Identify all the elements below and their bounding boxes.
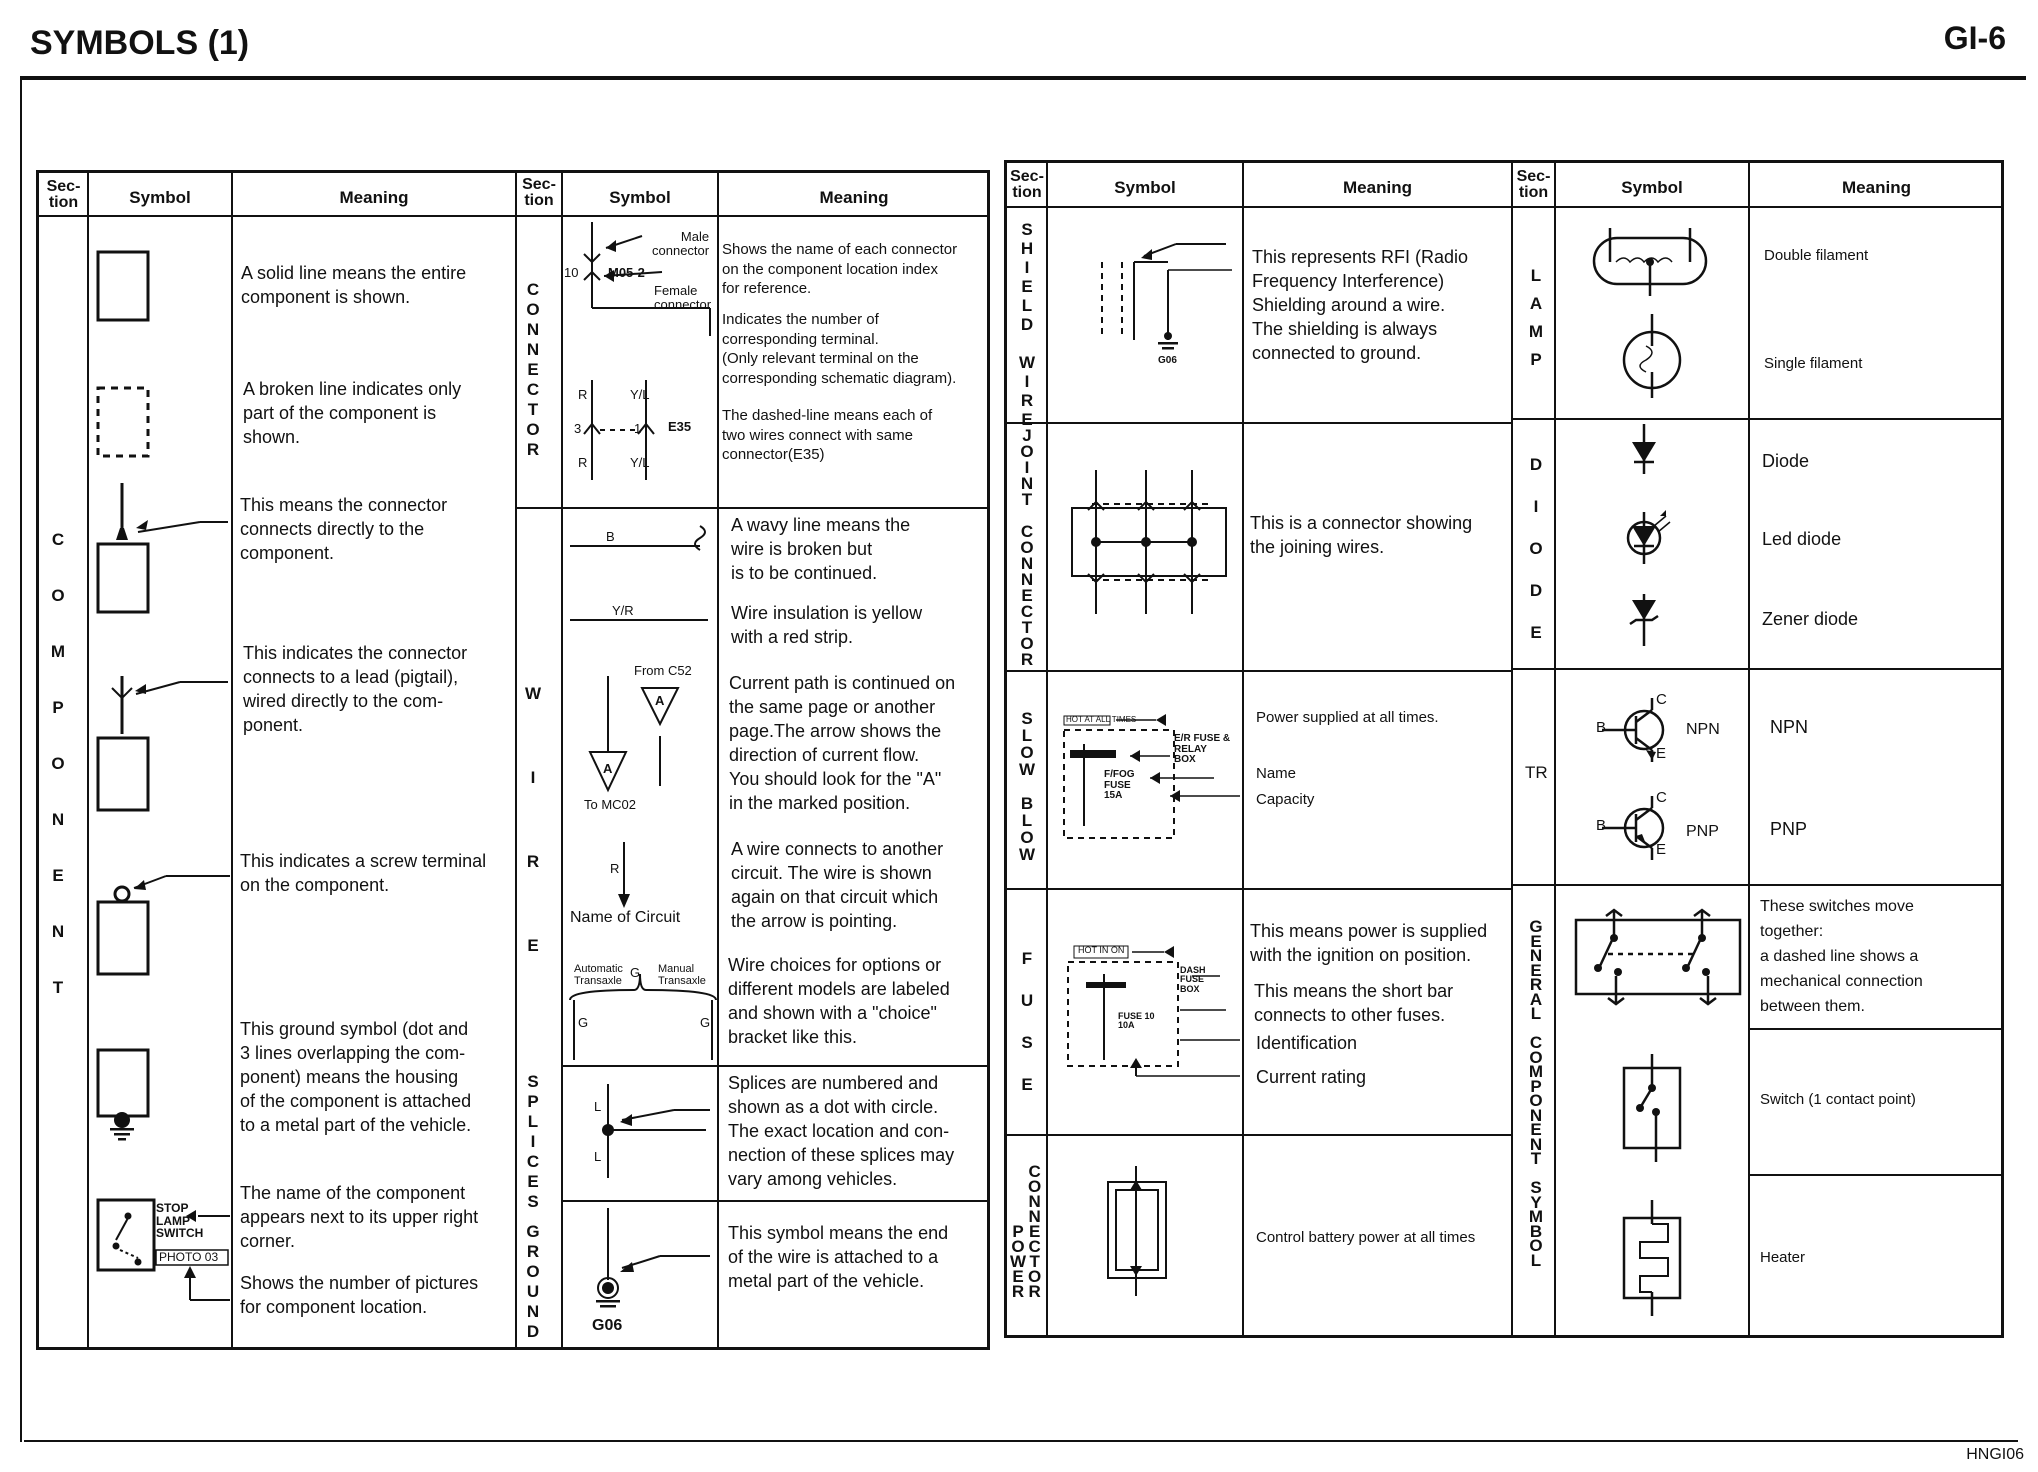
pnp-b-label: B: [1596, 817, 1607, 834]
meaning-wire-choices: Wire choices for options or different models are labeled and shown with a "choice" bracket like this.: [728, 955, 950, 1047]
photo-label: PHOTO 03: [159, 1250, 219, 1264]
section-label-ground: G R O U N D: [526, 1222, 540, 1341]
section-label-lamp: L A M P: [1528, 266, 1544, 369]
header-meaning-3: Meaning: [1343, 178, 1412, 197]
er-fuse-box-label: E/R FUSE & RELAY BOX: [1174, 733, 1231, 765]
to-mc02-label: To MC02: [584, 797, 637, 812]
pnp-e-label: E: [1656, 841, 1667, 858]
meaning-slow-blow-capacity: Capacity: [1256, 791, 1315, 808]
female-connector-label: Female connector: [654, 283, 712, 312]
npn-b-label: B: [1596, 719, 1607, 736]
wire-b-label: B: [606, 529, 615, 544]
meaning-switch-1-contact: Switch (1 contact point): [1760, 1091, 1916, 1108]
pnp-c-label: C: [1656, 789, 1667, 806]
e35-pin-3: 3: [574, 421, 582, 436]
meaning-circuit-connection: A wire connects to another circuit. The wire is shown again on that circuit which the arrow is pointing.: [731, 839, 944, 931]
page-number: GI-6: [1943, 20, 2006, 56]
meaning-broken-line: A broken line indicates only part of the component is shown.: [243, 379, 462, 447]
meaning-connector-name: Shows the name of each connector on the component location index for reference.: [722, 241, 958, 297]
meaning-zener-diode: Zener diode: [1762, 609, 1859, 629]
meaning-joint-connector: This is a connector showing the joining wires.: [1250, 513, 1473, 557]
from-c52-label: From C52: [634, 663, 692, 678]
header-section-3: Sec- tion: [1010, 168, 1044, 201]
header-symbol: Symbol: [129, 188, 191, 207]
meaning-led-diode: Led diode: [1762, 529, 1842, 549]
switch-name-label: STOP LAMP SWITCH: [156, 1201, 204, 1241]
meaning-slow-blow-name: Name: [1256, 765, 1297, 782]
section-label-joint-connector: J O I N T C O N N E C T O R: [1020, 426, 1034, 669]
section-label-fuse: F U S E: [1020, 949, 1034, 1094]
header-meaning-4: Meaning: [1842, 178, 1911, 197]
meaning-npn: NPN: [1770, 717, 1809, 737]
section-label-wire: W I R E: [524, 684, 542, 955]
ground-g06-label: G06: [592, 1317, 623, 1334]
meaning-dashed-connector: The dashed-line means each of two wires connect with same connector(E35): [722, 407, 933, 463]
meaning-fuse-current-rating: Current rating: [1256, 1067, 1367, 1087]
meaning-splices: Splices are numbered and shown as a dot with circle. The exact location and con- nection of these splices may vary among vehicles.: [728, 1073, 955, 1189]
meaning-ground-component: This ground symbol (dot and 3 lines overlapping the com- ponent) means the housing of the component is attached to a metal part of the vehicle.: [240, 1019, 472, 1135]
wire-yr-label: Y/R: [612, 603, 634, 618]
header-symbol-2: Symbol: [609, 188, 671, 207]
meaning-connector-direct: This means the connector connects directly to the component.: [240, 495, 448, 563]
meaning-wire-insulation: Wire insulation is yellow with a red strip.: [731, 603, 923, 647]
e35-yl-bottom: Y/L: [630, 455, 650, 470]
header-meaning-2: Meaning: [819, 188, 889, 207]
arrow-a-label-2: A: [603, 761, 613, 776]
header-symbol-3: Symbol: [1114, 178, 1176, 197]
connector-code-label: M05-2: [608, 265, 645, 280]
choice-g-left: G: [578, 1015, 589, 1030]
meaning-ground: This symbol means the end of the wire is attached to a metal part of the vehicle.: [728, 1223, 949, 1291]
circuit-r-label: R: [610, 861, 620, 876]
arrow-a-label: A: [655, 693, 665, 708]
header-symbol-4: Symbol: [1621, 178, 1683, 197]
e35-r-top: R: [578, 387, 588, 402]
manual-transaxle-label: Manual Transaxle: [658, 963, 706, 987]
meaning-terminal-number: Indicates the number of corresponding terminal. (Only relevant terminal on the corresponding schematic diagram).: [722, 311, 957, 387]
meaning-photo-count: Shows the number of pictures for component location.: [240, 1273, 479, 1317]
e35-pin-1: 1: [634, 421, 642, 436]
meaning-component-name: The name of the component appears next to its upper right corner.: [240, 1183, 479, 1251]
meaning-fuse-identification: Identification: [1256, 1033, 1358, 1053]
meaning-heater: Heater: [1760, 1249, 1806, 1266]
meaning-double-filament: Double filament: [1764, 247, 1869, 264]
shield-g06-label: G06: [1158, 355, 1177, 366]
e35-yl-top: Y/L: [630, 387, 650, 402]
slow-blow-hot-label: HOT AT ALL TIMES: [1066, 715, 1137, 724]
section-label-connector: C O N N E C T O R: [526, 280, 540, 459]
npn-symbol-label: NPN: [1686, 721, 1720, 738]
meaning-wavy-line: A wavy line means the wire is broken but is to be continued.: [731, 515, 911, 583]
pin-number-label: 10: [564, 265, 579, 280]
dash-fuse-box-label: DASH FUSE BOX: [1180, 965, 1206, 994]
footer-code: HNGI06: [1966, 1446, 2024, 1463]
npn-c-label: C: [1656, 691, 1667, 708]
meaning-ganged-switches: These switches move together: a dashed line shows a mechanical connection between them.: [1760, 898, 1923, 1016]
meaning-solid-line: A solid line means the entire component is shown.: [241, 263, 467, 307]
section-label-general-component-symbol: G E N E R A L C O M P O N E N T S Y M B O L: [1528, 917, 1544, 1270]
meaning-current-path: Current path is continued on the same page or another page.The arrow shows the direction of current flow. You should look for the "A" in the marked position.: [729, 673, 956, 813]
page-title: SYMBOLS (1): [30, 24, 250, 62]
section-label-component: C O M P O N E N T: [50, 530, 66, 997]
male-connector-label: Male connector: [652, 229, 710, 258]
meaning-fuse-short-bar: This means the short bar connects to other fuses.: [1254, 981, 1454, 1025]
automatic-transaxle-label: Automatic Transaxle: [574, 963, 623, 987]
e35-r-bottom: R: [578, 455, 588, 470]
meaning-screw-terminal: This indicates a screw terminal on the component.: [240, 851, 487, 895]
meaning-slow-blow-power: Power supplied at all times.: [1256, 709, 1439, 726]
e35-code-label: E35: [668, 419, 692, 434]
header-meaning: Meaning: [339, 188, 409, 207]
choice-g-label: G: [630, 965, 641, 980]
section-label-tr: TR: [1525, 763, 1548, 782]
meaning-shield-wire: This represents RFI (Radio Frequency Interference) Shielding around a wire. The shielding is always connected to ground.: [1252, 247, 1469, 363]
meaning-pnp: PNP: [1770, 819, 1808, 839]
splice-l-bottom: L: [594, 1149, 602, 1164]
meaning-pigtail: This indicates the connector connects to a lead (pigtail), wired directly to the com- ponent.: [243, 643, 468, 735]
fuse-10-label: FUSE 10 10A: [1118, 1011, 1155, 1031]
section-label-shield-wire: S H I E L D W I R E: [1018, 220, 1036, 429]
meaning-single-filament: Single filament: [1764, 355, 1863, 372]
section-label-splices: S P L I C E S: [526, 1072, 540, 1211]
header-section-2: Sec- tion: [522, 176, 556, 209]
ffog-fuse-label: F/FOG FUSE 15A: [1104, 769, 1135, 801]
section-label-slow-blow: S L O W B L O W: [1018, 709, 1036, 864]
choice-g-right: G: [700, 1015, 711, 1030]
header-section-4: Sec- tion: [1516, 168, 1551, 201]
npn-e-label: E: [1656, 745, 1667, 762]
pnp-symbol-label: PNP: [1686, 823, 1719, 840]
section-label-diode: D I O D E: [1529, 455, 1543, 642]
meaning-power-connector: Control battery power at all times: [1256, 1229, 1476, 1246]
name-of-circuit-label: Name of Circuit: [570, 909, 681, 926]
fuse-hot-label: HOT IN ON: [1078, 945, 1125, 955]
meaning-diode: Diode: [1762, 451, 1810, 471]
meaning-fuse-ignition: This means power is supplied with the ignition on position.: [1250, 921, 1488, 965]
splice-l-top: L: [594, 1099, 602, 1114]
section-label-power-connector: P O W E R C O N N E C T O R: [1010, 1162, 1042, 1301]
header-section: Sec- tion: [46, 178, 81, 211]
